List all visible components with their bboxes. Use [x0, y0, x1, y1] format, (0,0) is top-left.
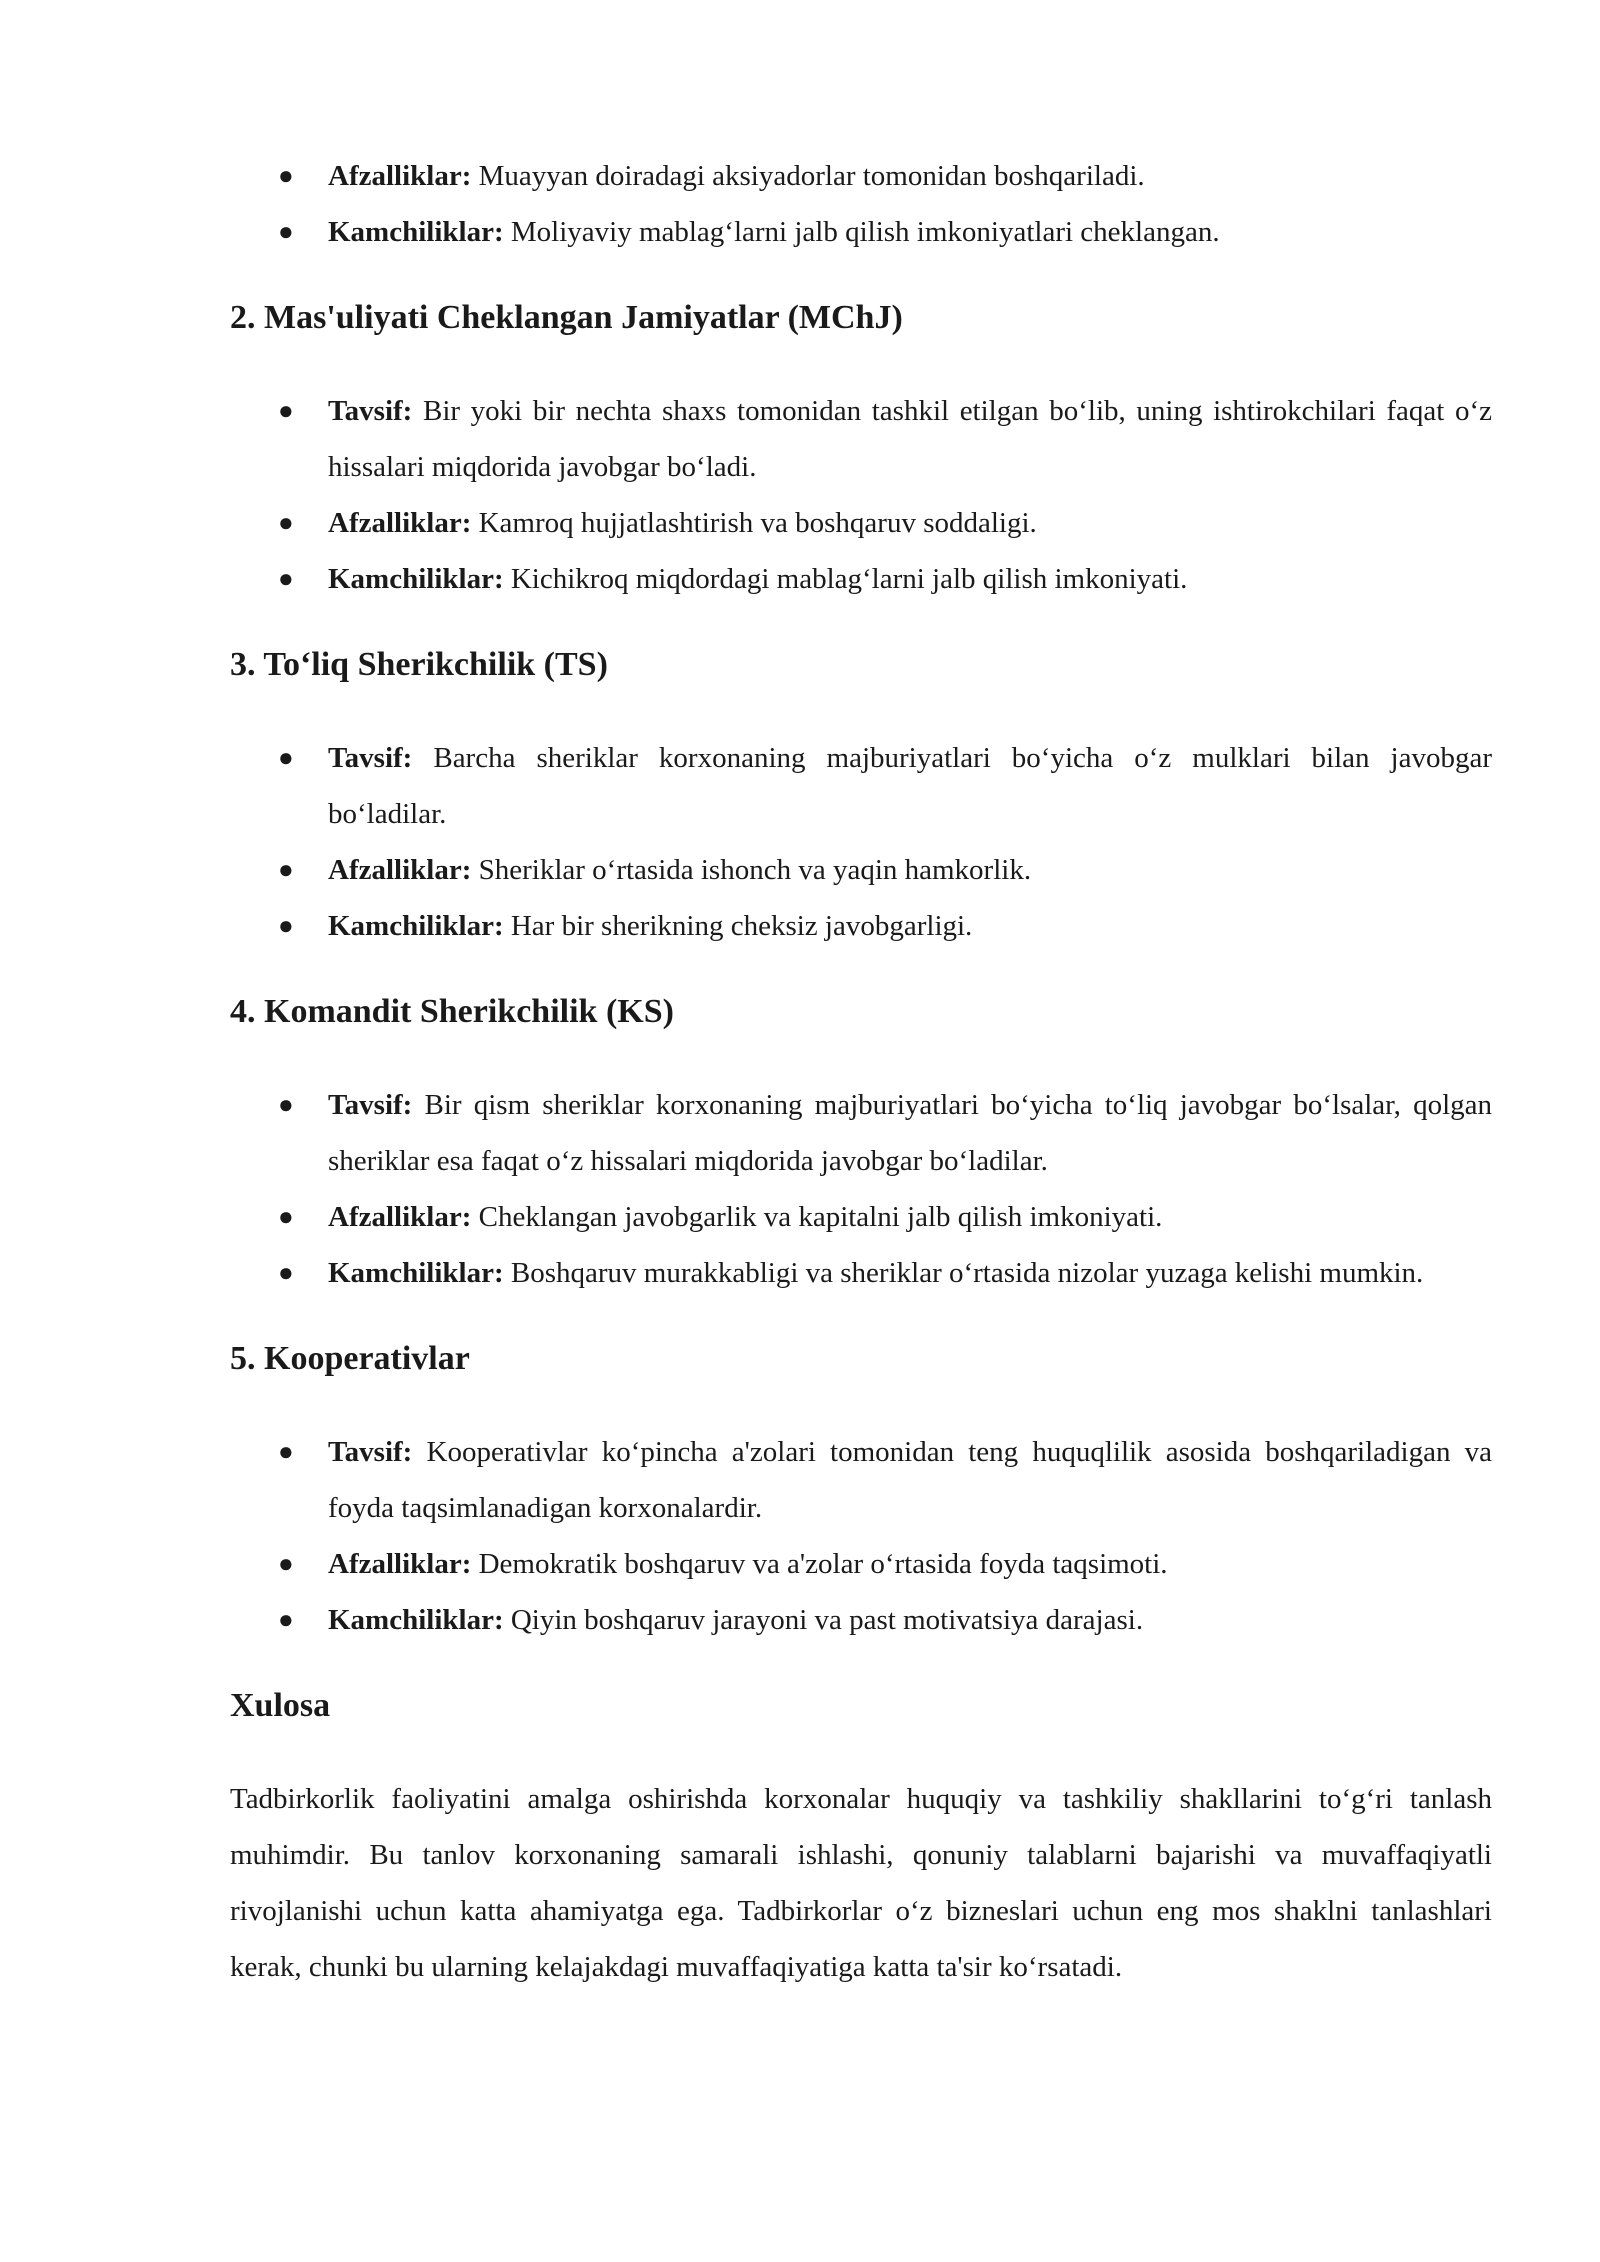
item-label: Kamchiliklar: — [328, 910, 504, 942]
item-label: Afzalliklar: — [328, 1201, 472, 1233]
item-label: Afzalliklar: — [328, 160, 472, 192]
conclusion-paragraph: Tadbirkorlik faoliyatini amalga oshirishda korxonalar huquqiy va tashkiliy shakllarini to‘g‘ri tanlash muhimdir. Bu tanlov korxonaning samarali ishlashi, qonuniy talablarni bajarishi va muvaffaqiyatli rivojlanishi uchun katta ahamiyatga ega. Tadbirkorlar o‘z bizneslari uchun eng mos shaklni tanlashlari kerak, chunki bu ularning kelajakdagi muvaffaqiyatiga katta ta'sir ko‘rsatadi. — [230, 1783, 1492, 1983]
item-text: Muayyan doiradagi aksiyadorlar tomonidan boshqariladi. — [471, 160, 1145, 192]
section-heading-kooperativlar: 5. Kooperativlar — [230, 1340, 470, 1377]
bullet-icon: ● — [278, 1090, 294, 1119]
list-item — [230, 730, 1492, 842]
item-label: Afzalliklar: — [328, 507, 472, 539]
list-item — [230, 898, 1492, 954]
list-item — [230, 1536, 1492, 1592]
bullet-icon: ● — [278, 1202, 294, 1231]
item-text: Sheriklar o‘rtasida ishonch va yaqin hamkorlik. — [471, 854, 1032, 886]
item-label: Afzalliklar: — [328, 854, 472, 886]
document-page — [230, 148, 1492, 1995]
bullet-icon: ● — [278, 564, 294, 593]
bullet-icon: ● — [278, 855, 294, 884]
item-label: Kamchiliklar: — [328, 1604, 504, 1636]
list-item — [230, 148, 1492, 204]
item-label: Tavsif: — [328, 1089, 413, 1121]
list-item — [230, 1189, 1492, 1245]
item-label: Kamchiliklar: — [328, 563, 504, 595]
list-item — [230, 204, 1492, 260]
item-text: Cheklangan javobgarlik va kapitalni jalb qilish imkoniyati. — [471, 1201, 1163, 1233]
section-bullet-list — [230, 1077, 1492, 1301]
item-label: Tavsif: — [328, 395, 413, 427]
list-item — [230, 1592, 1492, 1648]
item-text: Barcha sheriklar korxonaning majburiyatlari bo‘yicha o‘z mulklari bilan javobgar bo‘ladilar. — [328, 742, 1492, 830]
bullet-icon: ● — [278, 1437, 294, 1466]
item-text: Bir yoki bir nechta shaxs tomonidan tashkil etilgan bo‘lib, uning ishtirokchilari faqat o‘z hissalari miqdorida javobgar bo‘ladi. — [328, 395, 1492, 483]
section-bullet-list — [230, 383, 1492, 607]
bullet-icon: ● — [278, 508, 294, 537]
bullet-icon: ● — [278, 1605, 294, 1634]
list-item — [230, 383, 1492, 495]
list-item — [230, 1245, 1492, 1301]
list-item — [230, 551, 1492, 607]
item-text: Qiyin boshqaruv jarayoni va past motivatsiya darajasi. — [503, 1604, 1144, 1636]
item-label: Tavsif: — [328, 742, 413, 774]
bullet-icon: ● — [278, 1549, 294, 1578]
section-bullet-list — [230, 1424, 1492, 1648]
conclusion-heading: Xulosa — [230, 1687, 331, 1724]
item-text: Har bir sherikning cheksiz javobgarligi. — [503, 910, 973, 942]
item-label: Kamchiliklar: — [328, 216, 504, 248]
list-item — [230, 842, 1492, 898]
item-text: Bir qism sheriklar korxonaning majburiyatlari bo‘yicha to‘liq javobgar bo‘lsalar, qolgan sheriklar esa faqat o‘z hissalari miqdorida javobgar bo‘ladilar. — [328, 1089, 1492, 1177]
bullet-icon: ● — [278, 743, 294, 772]
section-heading-mchj: 2. Mas'uliyati Cheklangan Jamiyatlar (MChJ) — [230, 299, 903, 336]
section-heading-ks: 4. Komandit Sherikchilik (KS) — [230, 993, 674, 1030]
list-item — [230, 1424, 1492, 1536]
item-text: Moliyaviy mablag‘larni jalb qilish imkoniyatlari cheklangan. — [503, 216, 1220, 248]
bullet-icon: ● — [278, 1258, 294, 1287]
item-text: Kooperativlar ko‘pincha a'zolari tomonidan teng huquqlilik asosida boshqariladigan va foyda taqsimlanadigan korxonalardir. — [328, 1436, 1492, 1524]
bullet-icon: ● — [278, 217, 294, 246]
bullet-icon: ● — [278, 396, 294, 425]
item-label: Kamchiliklar: — [328, 1257, 504, 1289]
bullet-icon: ● — [278, 161, 294, 190]
item-text: Kamroq hujjatlashtirish va boshqaruv soddaligi. — [471, 507, 1037, 539]
item-label: Afzalliklar: — [328, 1548, 472, 1580]
bullet-icon: ● — [278, 911, 294, 940]
section-heading-ts: 3. To‘liq Sherikchilik (TS) — [230, 646, 608, 683]
item-text: Kichikroq miqdordagi mablag‘larni jalb qilish imkoniyati. — [503, 563, 1188, 595]
section-bullet-list — [230, 730, 1492, 954]
item-text: Demokratik boshqaruv va a'zolar o‘rtasida foyda taqsimoti. — [471, 1548, 1168, 1580]
list-item — [230, 495, 1492, 551]
item-text: Boshqaruv murakkabligi va sheriklar o‘rtasida nizolar yuzaga kelishi mumkin. — [503, 1257, 1424, 1289]
list-item — [230, 1077, 1492, 1189]
intro-bullet-list — [230, 148, 1492, 260]
item-label: Tavsif: — [328, 1436, 413, 1468]
